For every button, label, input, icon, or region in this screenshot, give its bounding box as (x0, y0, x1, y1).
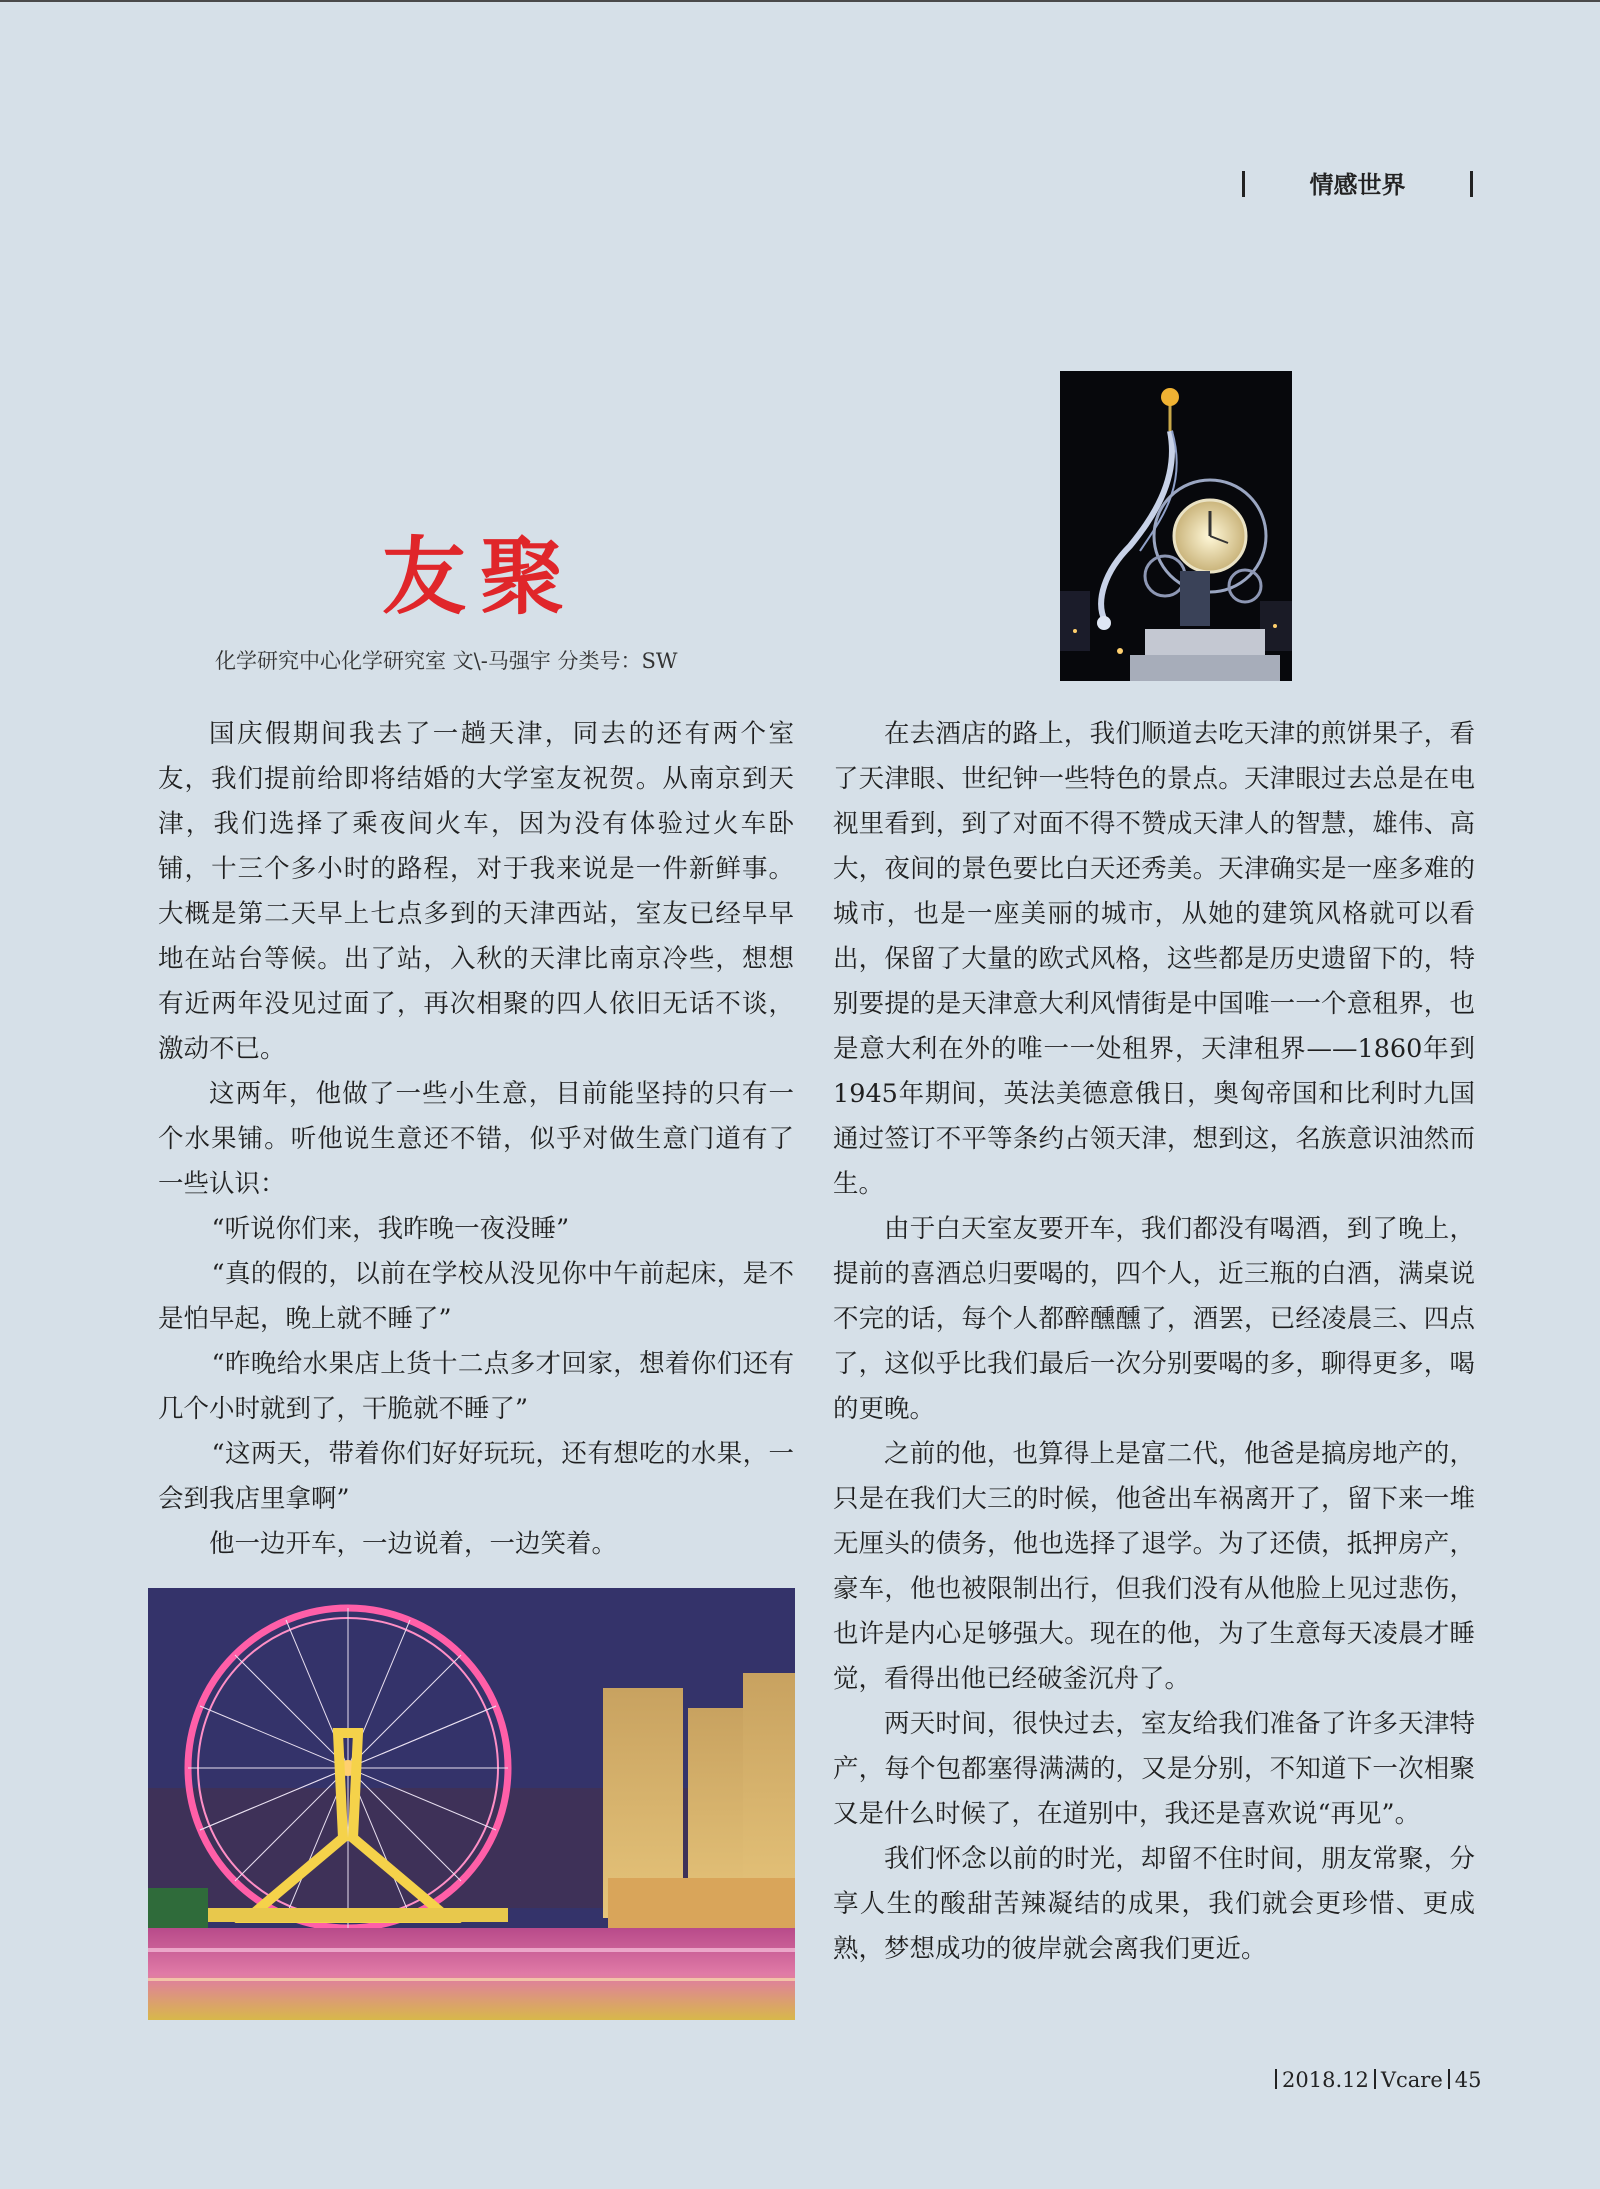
paragraph: 国庆假期间我去了一趟天津，同去的还有两个室友，我们提前给即将结婚的大学室友祝贺。从南京到天津，我们选择了乘夜间火车，因为没有体验过火车卧铺，十三个多小时的路程，对于我来说是一件新鲜事。大概是第二天早上七点多到的天津西站，室友已经早早地在站台等候。出了站，入秋的天津比南京冷些，想想有近两年没见过面了，再次相聚的四人依旧无话不谈，激动不已。 (158, 719, 794, 1064)
paragraph: 由于白天室友要开车，我们都没有喝酒，到了晚上，提前的喜酒总归要喝的，四个人，近三瓶的白酒，满桌说不完的话，每个人都醉醺醺了，酒罢，已经凌晨三、四点了，这似乎比我们最后一次分别要喝的多，聊得更多，喝的更晚。 (833, 1214, 1475, 1424)
century-clock-illustration (1060, 371, 1292, 681)
footer-separator (1374, 2069, 1376, 2089)
paragraph: 在去酒店的路上，我们顺道去吃天津的煎饼果子，看了天津眼、世纪钟一些特色的景点。天津眼过去总是在电视里看到，到了对面不得不赞成天津人的智慧，雄伟、高大，夜间的景色要比白天还秀美。天津确实是一座多难的城市，也是一座美丽的城市，从她的建筑风格就可以看出，保留了大量的欧式风格，这些都是历史遗留下的，特别要提的是天津意大利风情街是中国唯一一个意租界，也是意大利在外的唯一一处租界，天津租界——1860年到1945年期间，英法美德意俄日，奥匈帝国和比利时九国通过签订不平等条约占领天津，想到这，名族意识油然而生。 (833, 719, 1475, 1199)
page-number: 45 (1454, 2068, 1482, 2092)
header-bar-right (1470, 171, 1473, 197)
section-header (1230, 165, 1490, 205)
paragraph: 之前的他，也算得上是富二代，他爸是搞房地产的，只是在我们大三的时候，他爸出车祸离开了，留下来一堆无厘头的债务，他也选择了退学。为了还债，抵押房产，豪车，他也被限制出行，但我们没有从他脸上见过悲伤，也许是内心足够强大。现在的他，为了生意每天凌晨才睡觉，看得出他已经破釜沉舟了。 (833, 1439, 1475, 1694)
section-label: 情感世界 (1309, 171, 1406, 199)
right-column (833, 712, 1475, 1972)
article-byline: 化学研究中心化学研究室 文\-马强宇 分类号：SW (215, 649, 678, 673)
left-column (158, 712, 794, 1567)
paragraph: 两天时间，很快过去，室友给我们准备了许多天津特产，每个包都塞得满满的，又是分别，不知道下一次相聚又是什么时候了，在道别中，我还是喜欢说“再见”。 (833, 1709, 1475, 1829)
paragraph: 我们怀念以前的时光，却留不住时间，朋友常聚，分享人生的酸甜苦辣凝结的成果，我们就会更珍惜、更成熟，梦想成功的彼岸就会离我们更近。 (833, 1844, 1475, 1964)
quote-paragraph: “昨晚给水果店上货十二点多才回家，想着你们还有几个小时就到了，干脆就不睡了” (158, 1349, 794, 1424)
article-title: 友聚 (381, 528, 578, 626)
top-border (0, 0, 1600, 2)
quote-paragraph: “这两天，带着你们好好玩玩，还有想吃的水果，一会到我店里拿啊” (158, 1439, 794, 1514)
tianjin-eye-photo (148, 1588, 795, 2020)
issue-date: 2018.12 (1282, 2068, 1369, 2092)
footer-separator (1275, 2069, 1277, 2089)
quote-paragraph: “真的假的，以前在学校从没见你中午前起床，是不是怕早起，晚上就不睡了” (158, 1259, 794, 1334)
page-footer (1270, 2068, 1482, 2092)
tianjin-eye-illustration (148, 1588, 795, 2020)
footer-separator (1448, 2069, 1450, 2089)
magazine-name: Vcare (1380, 2068, 1443, 2092)
paragraph: 这两年，他做了一些小生意，目前能坚持的只有一个水果铺。听他说生意还不错，似乎对做生意门道有了一些认识： (158, 1079, 794, 1199)
paragraph: 他一边开车，一边说着，一边笑着。 (209, 1529, 618, 1559)
quote-paragraph: “听说你们来，我昨晚一夜没睡” (211, 1214, 570, 1244)
century-clock-photo (1060, 371, 1292, 681)
